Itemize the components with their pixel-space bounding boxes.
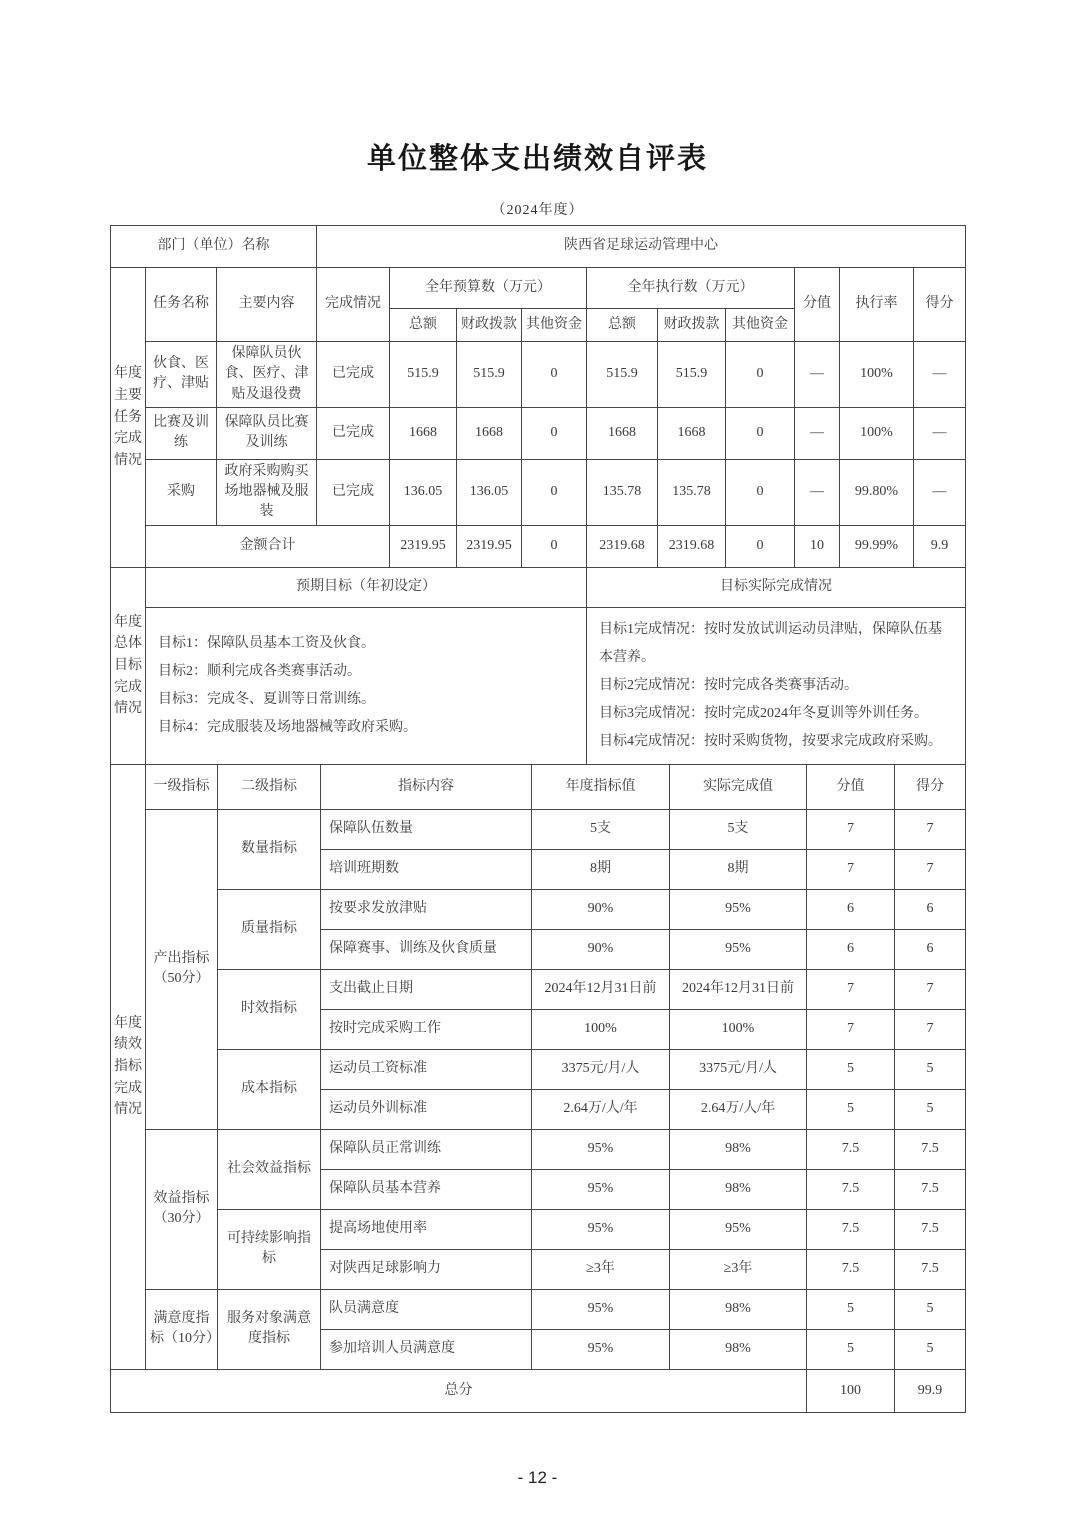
- cell-score: 6: [895, 889, 966, 929]
- cell-annual-target: 90%: [532, 929, 670, 969]
- cell-score-value: 5: [807, 1289, 895, 1329]
- level1-indicator-output: 产出指标（50分）: [146, 809, 218, 1129]
- cell-score: 6: [895, 929, 966, 969]
- cell-score-value: —: [795, 459, 840, 525]
- cell-exec-rate: 100%: [840, 342, 914, 408]
- col-header-exec-other: 其他资金: [726, 309, 795, 342]
- col-header-task-name: 任务名称: [146, 268, 217, 342]
- cell-budget-other: 0: [522, 525, 587, 567]
- task-section-side-label: 年度主要任务完成情况: [111, 268, 146, 568]
- cell-score-value: 7.5: [807, 1209, 895, 1249]
- cell-exec-total: 2319.68: [587, 525, 658, 567]
- goal-completion-table: [110, 567, 966, 765]
- indicator-row: [111, 809, 966, 849]
- cell-status: 已完成: [317, 459, 390, 525]
- cell-task-name: 伙食、医疗、津贴: [146, 342, 217, 408]
- cell-score: 7.5: [895, 1169, 966, 1209]
- cell-indicator-content: 培训班期数: [321, 849, 532, 889]
- indicator-row: [111, 1129, 966, 1169]
- cell-score-value: —: [795, 407, 840, 459]
- cell-score: 5: [895, 1049, 966, 1089]
- cell-main-content: 保障队员伙食、医疗、津贴及退役费: [217, 342, 317, 408]
- cell-score-value: 5: [807, 1089, 895, 1129]
- cell-exec-total: 135.78: [587, 459, 658, 525]
- col-header-level1-indicator: 一级指标: [146, 764, 218, 809]
- cell-score: 7: [895, 809, 966, 849]
- cell-budget-other: 0: [522, 459, 587, 525]
- cell-budget-fiscal: 136.05: [457, 459, 522, 525]
- cell-score: 5: [895, 1329, 966, 1369]
- cell-score: —: [914, 407, 966, 459]
- indicator-row: [111, 1289, 966, 1329]
- cell-score-value: 7.5: [807, 1249, 895, 1289]
- cell-status: 已完成: [317, 407, 390, 459]
- cell-grand-total-score-value: 100: [807, 1369, 895, 1412]
- cell-exec-other: 0: [726, 525, 795, 567]
- cell-indicator-content: 支出截止日期: [321, 969, 532, 1009]
- cell-budget-other: 0: [522, 342, 587, 408]
- level2-indicator-quality: 质量指标: [218, 889, 321, 969]
- cell-exec-rate: 99.80%: [840, 459, 914, 525]
- col-header-actual-value: 实际完成值: [670, 764, 807, 809]
- col-header-score: 得分: [895, 764, 966, 809]
- col-header-exec-group: 全年执行数（万元）: [587, 268, 795, 309]
- cell-actual-value: 98%: [670, 1129, 807, 1169]
- cell-indicator-content: 运动员工资标准: [321, 1049, 532, 1089]
- cell-score-value: 7: [807, 849, 895, 889]
- expected-goal-line: 目标1：保障队员基本工资及伙食。: [158, 635, 375, 651]
- cell-annual-target: 95%: [532, 1169, 670, 1209]
- cell-indicator-content: 参加培训人员满意度: [321, 1329, 532, 1369]
- cell-actual-value: 3375元/月/人: [670, 1049, 807, 1089]
- cell-score: 7: [895, 969, 966, 1009]
- col-header-indicator-content: 指标内容: [321, 764, 532, 809]
- col-header-annual-target: 年度指标值: [532, 764, 670, 809]
- actual-completion-cell: [587, 607, 966, 764]
- cell-indicator-content: 按时完成采购工作: [321, 1009, 532, 1049]
- cell-amount-total-label: 金额合计: [146, 525, 390, 567]
- cell-annual-target: 95%: [532, 1329, 670, 1369]
- col-header-budget-group: 全年预算数（万元）: [390, 268, 587, 309]
- cell-score-value: 7.5: [807, 1129, 895, 1169]
- cell-annual-target: ≥3年: [532, 1249, 670, 1289]
- cell-exec-other: 0: [726, 407, 795, 459]
- cell-exec-fiscal: 2319.68: [658, 525, 726, 567]
- cell-exec-fiscal: 135.78: [658, 459, 726, 525]
- goal-section-side-label: 年度总体目标完成情况: [111, 567, 146, 764]
- cell-grand-total-label: 总分: [111, 1369, 807, 1412]
- col-header-level2-indicator: 二级指标: [218, 764, 321, 809]
- cell-score-value: 7: [807, 1009, 895, 1049]
- actual-goal-line: 目标3完成情况：按时完成2024年冬夏训等外训任务。: [599, 705, 928, 721]
- cell-actual-value: 95%: [670, 889, 807, 929]
- cell-exec-rate: 100%: [840, 407, 914, 459]
- cell-score-value: 7: [807, 969, 895, 1009]
- cell-annual-target: 5支: [532, 809, 670, 849]
- cell-score: 7.5: [895, 1209, 966, 1249]
- cell-exec-total: 515.9: [587, 342, 658, 408]
- task-row: [111, 407, 966, 459]
- indicator-row: [111, 889, 966, 929]
- level2-indicator-social-benefit: 社会效益指标: [218, 1129, 321, 1209]
- col-header-actual-completion: 目标实际完成情况: [587, 567, 966, 607]
- expected-goal-line: 目标3：完成冬、夏训等日常训练。: [158, 691, 375, 707]
- cell-indicator-content: 队员满意度: [321, 1289, 532, 1329]
- cell-indicator-content: 运动员外训标准: [321, 1089, 532, 1129]
- indicator-row: [111, 1049, 966, 1089]
- cell-score-value: 5: [807, 1049, 895, 1089]
- cell-score: 9.9: [914, 525, 966, 567]
- cell-score-value: —: [795, 342, 840, 408]
- cell-status: 已完成: [317, 342, 390, 408]
- cell-exec-other: 0: [726, 459, 795, 525]
- cell-annual-target: 95%: [532, 1129, 670, 1169]
- cell-exec-rate: 99.99%: [840, 525, 914, 567]
- cell-score-value: 7: [807, 809, 895, 849]
- col-header-budget-fiscal: 财政拨款: [457, 309, 522, 342]
- cell-annual-target: 100%: [532, 1009, 670, 1049]
- indicator-row: [111, 969, 966, 1009]
- page-subtitle: （2024年度）: [491, 203, 584, 218]
- col-header-exec-fiscal: 财政拨款: [658, 309, 726, 342]
- task-row: [111, 459, 966, 525]
- cell-actual-value: 2.64万/人/年: [670, 1089, 807, 1129]
- col-header-budget-other: 其他资金: [522, 309, 587, 342]
- cell-budget-total: 515.9: [390, 342, 457, 408]
- cell-actual-value: 100%: [670, 1009, 807, 1049]
- cell-actual-value: 98%: [670, 1289, 807, 1329]
- cell-indicator-content: 保障赛事、训练及伙食质量: [321, 929, 532, 969]
- cell-indicator-content: 对陕西足球影响力: [321, 1249, 532, 1289]
- col-header-score: 得分: [914, 268, 966, 342]
- cell-indicator-content: 保障队伍数量: [321, 809, 532, 849]
- actual-goal-line: 目标1完成情况：按时发放试训运动员津贴，保障队伍基本营养。: [599, 621, 942, 665]
- cell-indicator-content: 保障队员正常训练: [321, 1129, 532, 1169]
- cell-indicator-content: 按要求发放津贴: [321, 889, 532, 929]
- level2-indicator-sustainable-impact: 可持续影响指标: [218, 1209, 321, 1289]
- expected-goal-line: 目标4：完成服装及场地器械等政府采购。: [158, 719, 417, 735]
- expected-goal-line: 目标2：顺利完成各类赛事活动。: [158, 663, 361, 679]
- cell-actual-value: 98%: [670, 1329, 807, 1369]
- cell-indicator-content: 保障队员基本营养: [321, 1169, 532, 1209]
- col-header-exec-rate: 执行率: [840, 268, 914, 342]
- task-completion-table: [110, 225, 966, 568]
- cell-indicator-content: 提高场地使用率: [321, 1209, 532, 1249]
- cell-score-value: 5: [807, 1329, 895, 1369]
- cell-actual-value: ≥3年: [670, 1249, 807, 1289]
- cell-annual-target: 2.64万/人/年: [532, 1089, 670, 1129]
- level1-indicator-benefit: 效益指标（30分）: [146, 1129, 218, 1289]
- level1-indicator-satisfaction: 满意度指标（10分）: [146, 1289, 218, 1369]
- cell-actual-value: 98%: [670, 1169, 807, 1209]
- dept-name-label: 部门（单位）名称: [111, 226, 317, 268]
- col-header-expected-goals: 预期目标（年初设定）: [146, 567, 587, 607]
- cell-task-name: 采购: [146, 459, 217, 525]
- cell-score-value: 6: [807, 889, 895, 929]
- amount-total-row: [111, 525, 966, 567]
- cell-score-value: 7.5: [807, 1169, 895, 1209]
- level2-indicator-timeliness: 时效指标: [218, 969, 321, 1049]
- cell-score: 7: [895, 1009, 966, 1049]
- actual-goal-line: 目标2完成情况：按时完成各类赛事活动。: [599, 677, 858, 693]
- cell-annual-target: 95%: [532, 1209, 670, 1249]
- cell-score: 7: [895, 849, 966, 889]
- cell-score: —: [914, 342, 966, 408]
- cell-main-content: 政府采购购买场地器械及服装: [217, 459, 317, 525]
- cell-score: 7.5: [895, 1129, 966, 1169]
- cell-score-value: 10: [795, 525, 840, 567]
- cell-budget-fiscal: 515.9: [457, 342, 522, 408]
- level2-indicator-quantity: 数量指标: [218, 809, 321, 889]
- cell-score: 5: [895, 1289, 966, 1329]
- cell-actual-value: 5支: [670, 809, 807, 849]
- indicator-row: [111, 1209, 966, 1249]
- page-number: - 12 -: [517, 1468, 558, 1487]
- cell-grand-total-score: 99.9: [895, 1369, 966, 1412]
- indicator-table: [110, 764, 966, 1413]
- col-header-exec-total: 总额: [587, 309, 658, 342]
- col-header-main-content: 主要内容: [217, 268, 317, 342]
- task-row: [111, 342, 966, 408]
- cell-score: —: [914, 459, 966, 525]
- grand-total-row: [111, 1369, 966, 1412]
- cell-exec-total: 1668: [587, 407, 658, 459]
- col-header-budget-total: 总额: [390, 309, 457, 342]
- cell-actual-value: 95%: [670, 929, 807, 969]
- cell-annual-target: 2024年12月31日前: [532, 969, 670, 1009]
- self-evaluation-table: [110, 225, 967, 1413]
- actual-goal-line: 目标4完成情况：按时采购货物，按要求完成政府采购。: [599, 733, 942, 749]
- level2-indicator-cost: 成本指标: [218, 1049, 321, 1129]
- cell-score-value: 6: [807, 929, 895, 969]
- cell-exec-fiscal: 1668: [658, 407, 726, 459]
- cell-budget-total: 2319.95: [390, 525, 457, 567]
- cell-task-name: 比赛及训练: [146, 407, 217, 459]
- cell-annual-target: 3375元/月/人: [532, 1049, 670, 1089]
- cell-main-content: 保障队员比赛及训练: [217, 407, 317, 459]
- cell-exec-other: 0: [726, 342, 795, 408]
- col-header-score-value: 分值: [807, 764, 895, 809]
- indicator-section-side-label: 年度绩效指标完成情况: [111, 764, 146, 1369]
- cell-budget-other: 0: [522, 407, 587, 459]
- cell-annual-target: 90%: [532, 889, 670, 929]
- cell-budget-total: 136.05: [390, 459, 457, 525]
- col-header-completion-status: 完成情况: [317, 268, 390, 342]
- cell-actual-value: 95%: [670, 1209, 807, 1249]
- col-header-score-value: 分值: [795, 268, 840, 342]
- cell-exec-fiscal: 515.9: [658, 342, 726, 408]
- page-title: 单位整体支出绩效自评表: [366, 143, 708, 175]
- cell-score: 7.5: [895, 1249, 966, 1289]
- level2-indicator-service-satisfaction: 服务对象满意度指标: [218, 1289, 321, 1369]
- expected-goals-cell: [146, 607, 587, 764]
- cell-annual-target: 95%: [532, 1289, 670, 1329]
- cell-score: 5: [895, 1089, 966, 1129]
- cell-budget-total: 1668: [390, 407, 457, 459]
- cell-budget-fiscal: 2319.95: [457, 525, 522, 567]
- cell-budget-fiscal: 1668: [457, 407, 522, 459]
- cell-actual-value: 2024年12月31日前: [670, 969, 807, 1009]
- dept-name-value: 陕西省足球运动管理中心: [317, 226, 966, 268]
- cell-annual-target: 8期: [532, 849, 670, 889]
- cell-actual-value: 8期: [670, 849, 807, 889]
